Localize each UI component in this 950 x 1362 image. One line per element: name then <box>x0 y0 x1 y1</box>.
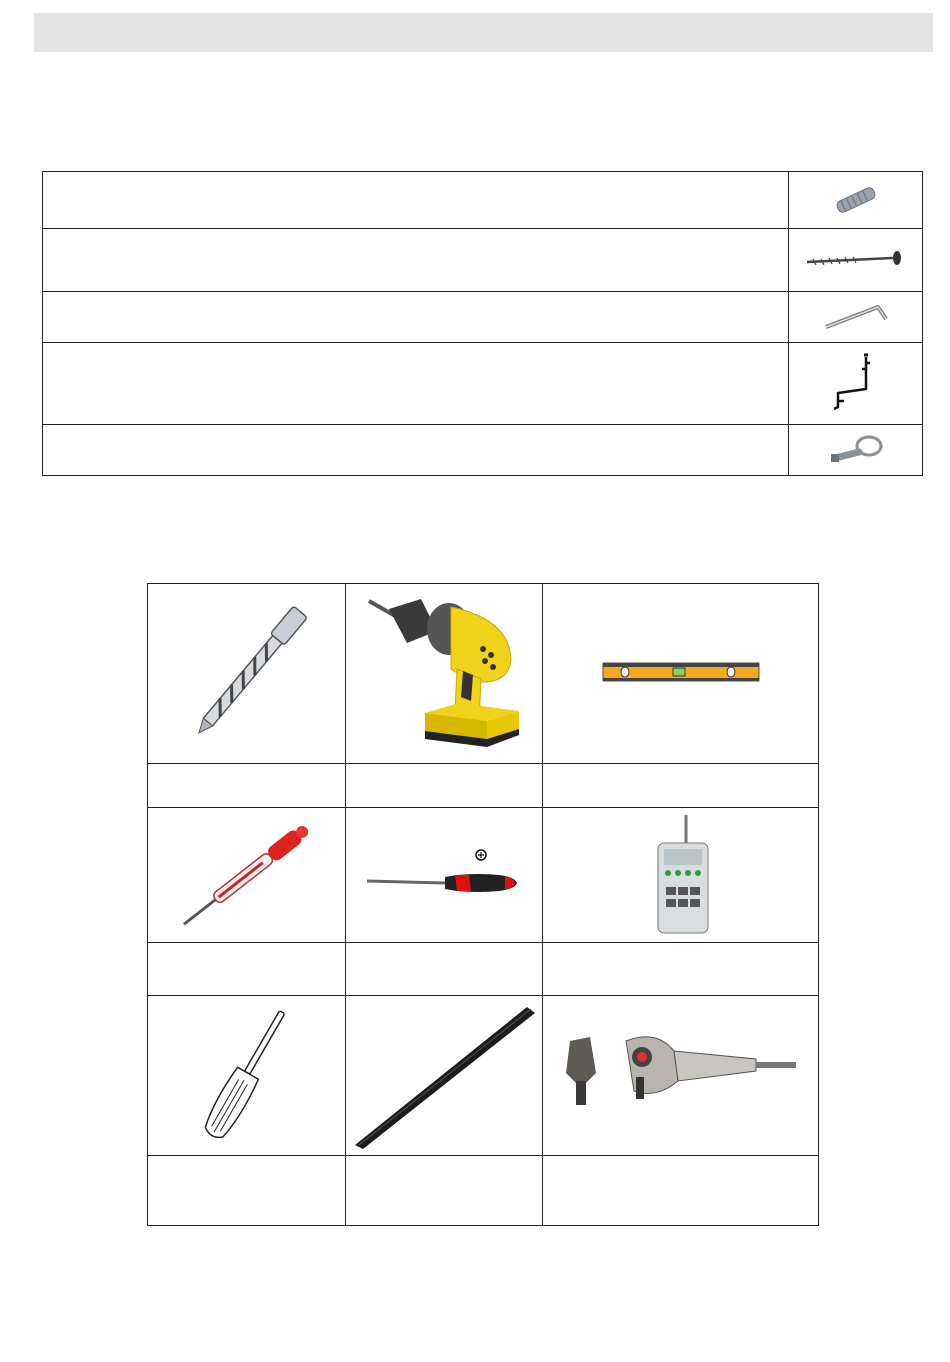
tool-caption <box>148 764 346 808</box>
tools-caption-row <box>148 1156 819 1226</box>
tool-image-cell <box>543 584 819 764</box>
tool-image-cell <box>346 584 543 764</box>
parts-image-cell <box>789 425 923 476</box>
tool-caption <box>543 943 819 996</box>
tool-image-cell <box>543 996 819 1156</box>
parts-label <box>43 292 789 343</box>
tool-image-cell <box>346 808 543 943</box>
parts-image-cell <box>789 343 923 425</box>
tool-caption <box>346 1156 543 1226</box>
flat-screwdriver-icon <box>187 1003 307 1148</box>
parts-row <box>43 172 923 229</box>
tool-image-cell <box>148 996 346 1156</box>
tools-image-row <box>148 996 819 1156</box>
long-screw-icon <box>801 245 911 275</box>
tool-caption <box>346 764 543 808</box>
tools-image-row <box>148 808 819 943</box>
parts-label <box>43 229 789 292</box>
tools-caption-row <box>148 764 819 808</box>
torx-screwdriver-icon <box>359 845 529 905</box>
mounting-bracket-icon <box>826 349 886 419</box>
tool-caption <box>346 943 543 996</box>
parts-label <box>43 172 789 229</box>
parts-row <box>43 343 923 425</box>
drill-bit-icon <box>172 594 322 754</box>
tool-image-cell <box>543 808 819 943</box>
voltage-tester-screwdriver-icon <box>167 815 327 935</box>
tool-image-cell <box>148 808 346 943</box>
parts-image-cell <box>789 172 923 229</box>
parts-label <box>43 343 789 425</box>
parts-table <box>42 171 923 476</box>
parts-image-cell <box>789 292 923 343</box>
page-header-bar <box>34 13 933 52</box>
remote-tester-icon <box>646 813 716 938</box>
hex-key-icon <box>816 297 896 337</box>
angle-bit-adapter-icon <box>556 1021 806 1131</box>
parts-label <box>43 425 789 476</box>
tool-image-cell <box>346 996 543 1156</box>
tool-caption <box>148 1156 346 1226</box>
tools-caption-row <box>148 943 819 996</box>
tool-caption <box>543 1156 819 1226</box>
tool-caption <box>543 764 819 808</box>
parts-image-cell <box>789 229 923 292</box>
tools-image-row <box>148 584 819 764</box>
triangle-key-icon <box>821 430 891 470</box>
parts-row <box>43 229 923 292</box>
wall-plug-icon <box>826 180 886 220</box>
cordless-drill-icon <box>359 589 529 759</box>
spirit-level-icon <box>601 659 761 689</box>
spudger-stick-icon <box>349 1001 539 1151</box>
tools-table <box>147 583 819 1226</box>
parts-row <box>43 292 923 343</box>
parts-row <box>43 425 923 476</box>
tool-caption <box>148 943 346 996</box>
tool-image-cell <box>148 584 346 764</box>
